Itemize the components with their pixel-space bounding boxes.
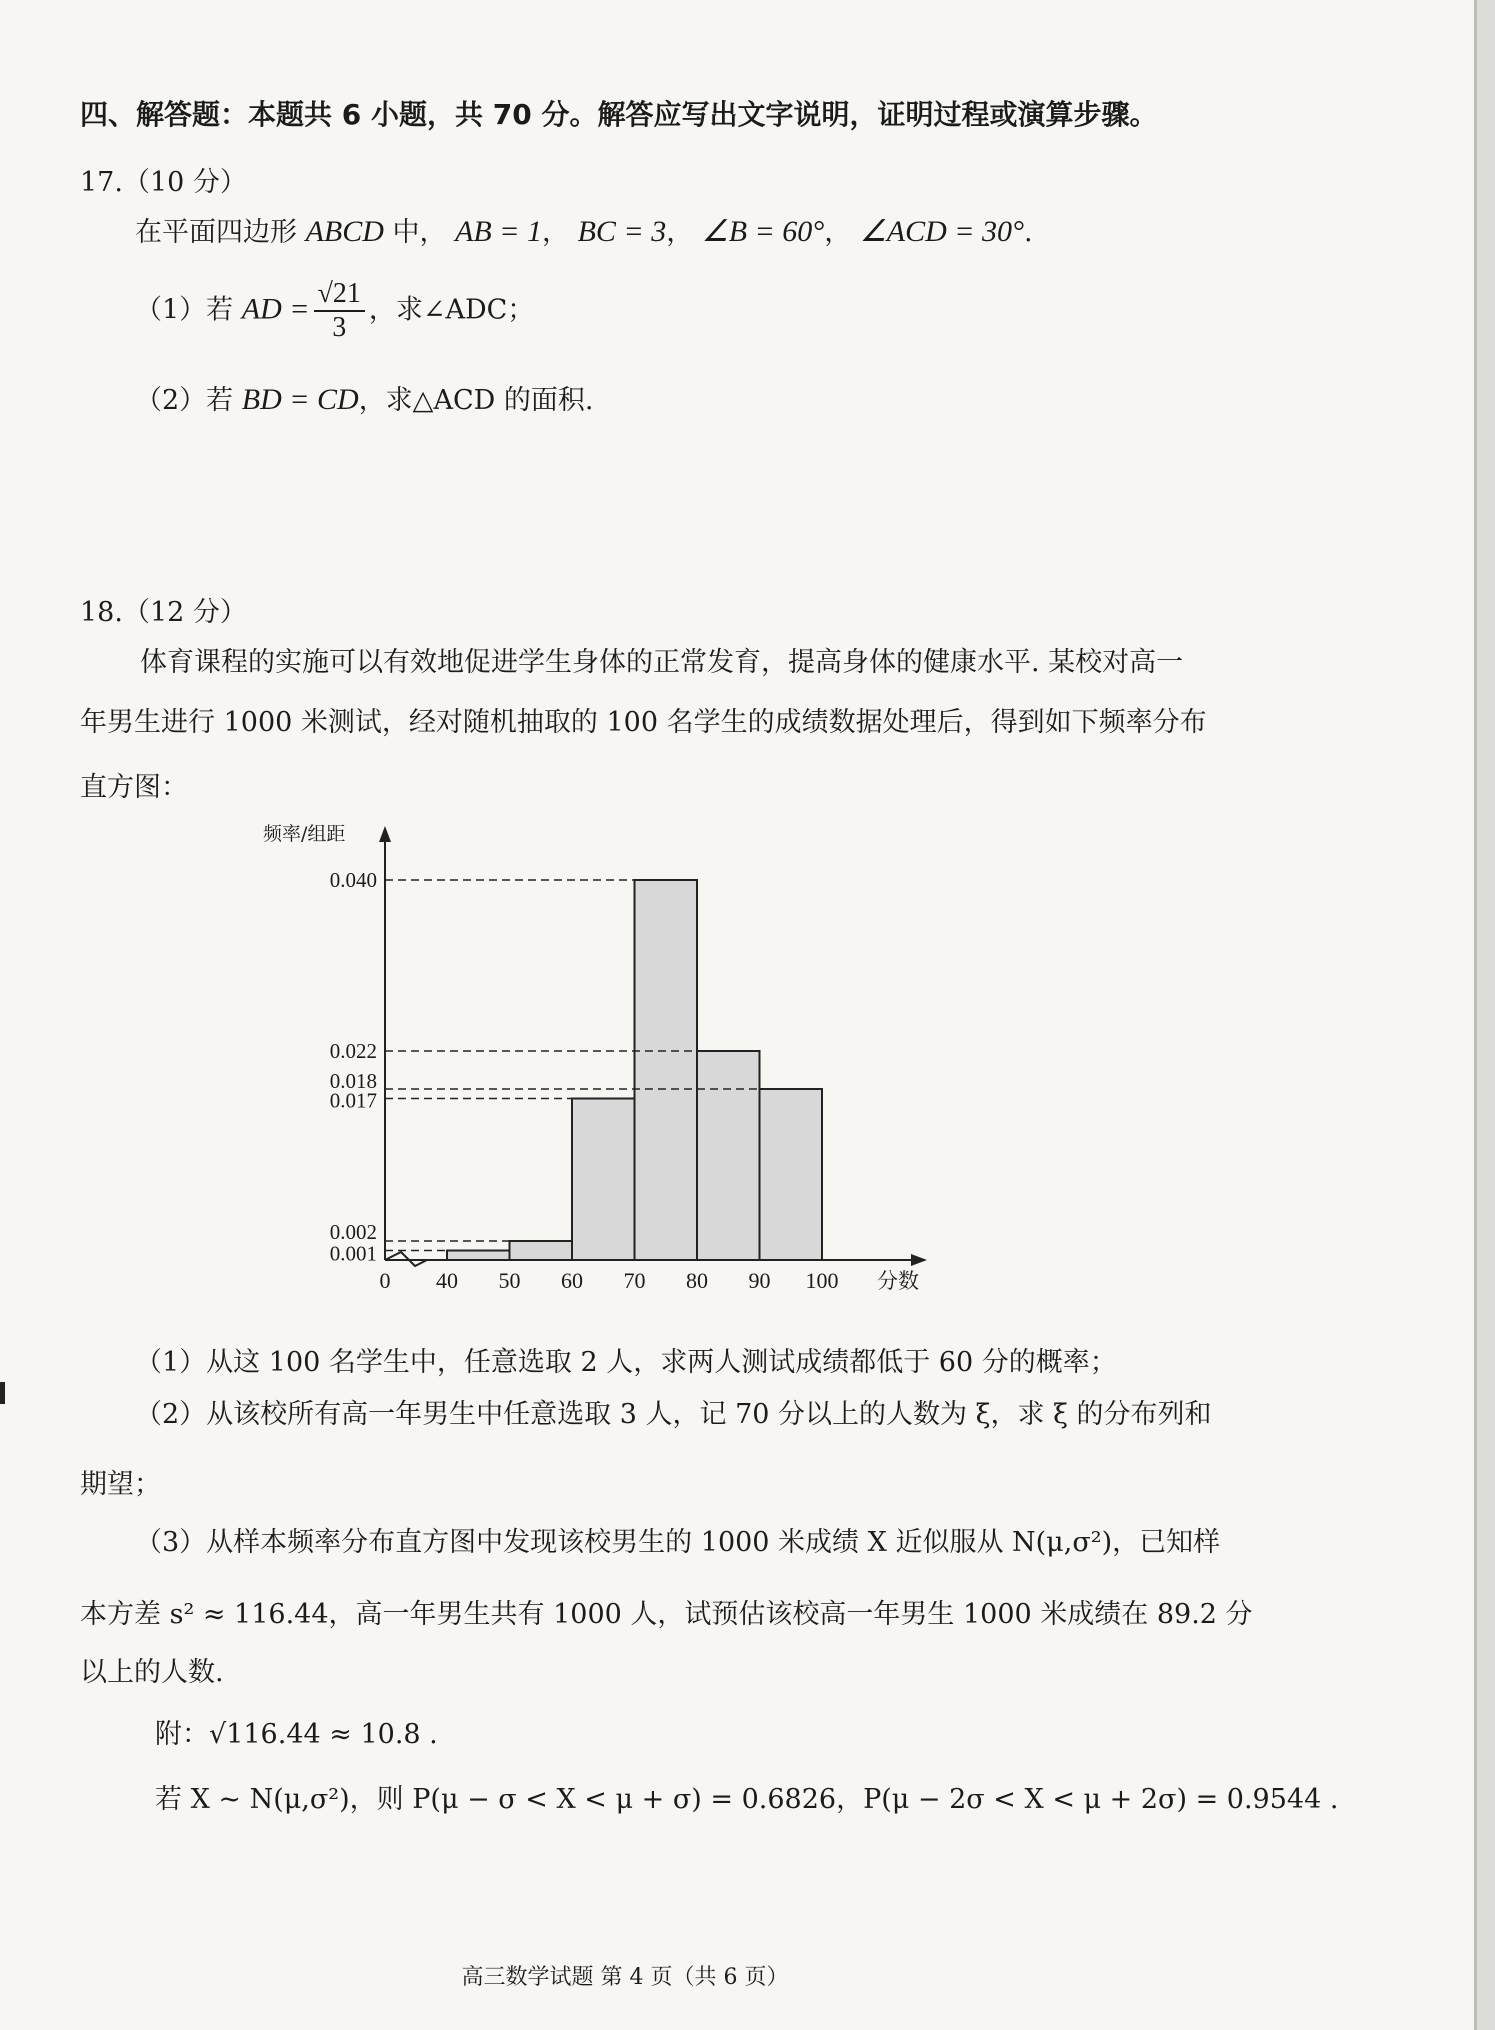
x-tick-label: 60 bbox=[561, 1268, 583, 1293]
q17-stem: 在平面四边形 ABCD 中， AB = 1， BC = 3， ∠B = 60°， ∠ACD = 30°. bbox=[135, 215, 1033, 248]
binding-mark bbox=[0, 1382, 5, 1404]
x-axis-label: 分数 bbox=[877, 1269, 919, 1293]
q18-note-normal: 若 X ~ N(μ,σ²)，则 P(μ − σ < X < μ + σ) = 0.6826，P(μ − 2σ < X < μ + 2σ) = 0.9544 . bbox=[155, 1784, 1339, 1815]
q17-p2-cond: BD = CD bbox=[241, 383, 359, 416]
histogram-bar bbox=[697, 1051, 760, 1260]
q17-heading: 17.（10 分） bbox=[80, 167, 247, 198]
q18-part1: （1）从这 100 名学生中，任意选取 2 人，求两人测试成绩都低于 60 分的概率； bbox=[135, 1347, 1117, 1378]
histogram-bar bbox=[572, 1099, 635, 1261]
x-tick-label: 0 bbox=[379, 1268, 391, 1293]
q17-part2 bbox=[135, 378, 1495, 417]
q18-part2-line2: 期望； bbox=[80, 1469, 161, 1500]
q17-p1-frac-den: 3 bbox=[332, 312, 347, 343]
y-axis-arrow bbox=[379, 826, 391, 842]
histogram-bar bbox=[635, 880, 698, 1260]
q18-part3-line1: （3）从样本频率分布直方图中发现该校男生的 1000 米成绩 X 近似服从 N(μ,σ²)，已知样 bbox=[135, 1527, 1221, 1558]
q17-p1-fraction bbox=[314, 278, 365, 344]
q17-p2-num: （2）若 bbox=[135, 385, 242, 416]
q18-part3-line2: 本方差 s² ≈ 116.44，高一年男生共有 1000 人，试预估该校高一年男生 1000 米成绩在 89.2 分 bbox=[80, 1599, 1253, 1630]
y-tick-label: 0.001 bbox=[329, 1241, 377, 1266]
q17-stem-end: . bbox=[1024, 217, 1033, 248]
q17-cond-bc: BC = 3 bbox=[577, 215, 667, 248]
q17-cond-acd: ∠ACD = 30° bbox=[859, 215, 1024, 248]
x-axis-arrow bbox=[911, 1254, 927, 1266]
x-tick-label: 80 bbox=[686, 1268, 708, 1293]
y-tick-label: 0.002 bbox=[329, 1220, 377, 1244]
page-footer: 高三数学试题 第 4 页（共 6 页） bbox=[461, 1965, 789, 1990]
y-tick-label: 0.022 bbox=[329, 1039, 377, 1063]
q17-p2-tail: ，求△ACD 的面积. bbox=[358, 385, 594, 416]
histogram-bar bbox=[510, 1241, 573, 1260]
q17-stem-mid: 中， bbox=[383, 217, 447, 248]
q18-part2-line1: （2）从该校所有高一年男生中任意选取 3 人，记 70 分以上的人数为 ξ，求 ξ 的分布列和 bbox=[135, 1399, 1212, 1430]
section-title: 四、解答题：本题共 6 小题，共 70 分。解答应写出文字说明，证明过程或演算步骤。 bbox=[80, 98, 1158, 131]
histogram-chart bbox=[255, 820, 935, 1310]
q17-part1 bbox=[135, 278, 1495, 344]
q17-quad: ABCD bbox=[305, 215, 384, 248]
y-tick-label: 0.017 bbox=[329, 1088, 377, 1113]
q18-para1: 体育课程的实施可以有效地促进学生身体的正常发育，提高身体的健康水平. 某校对高一 bbox=[140, 647, 1184, 678]
q18-heading: 18.（12 分） bbox=[80, 597, 247, 628]
y-tick-label: 0.018 bbox=[329, 1069, 377, 1093]
histogram-bar bbox=[447, 1251, 510, 1261]
histogram-bar bbox=[760, 1089, 823, 1260]
x-tick-label: 100 bbox=[805, 1268, 839, 1293]
y-axis-label: 频率/组距 bbox=[263, 823, 346, 845]
q18-para3: 直方图： bbox=[80, 772, 188, 803]
x-tick-label: 70 bbox=[623, 1268, 646, 1293]
q17-cond-ab: AB = 1 bbox=[455, 215, 543, 248]
y-tick-label: 0.040 bbox=[329, 868, 377, 892]
q17-p1-num: （1）若 bbox=[135, 294, 242, 326]
q18-para2: 年男生进行 1000 米测试，经对随机抽取的 100 名学生的成绩数据处理后，得到如下频率分布 bbox=[80, 707, 1207, 738]
q17-p1-tail: ，求∠ADC； bbox=[368, 294, 535, 326]
x-tick-label: 40 bbox=[436, 1268, 458, 1293]
q17-cond-b: ∠B = 60° bbox=[701, 215, 825, 248]
x-tick-label: 90 bbox=[748, 1268, 771, 1293]
q17-p1-frac-num: √21 bbox=[314, 278, 365, 312]
q17-p1-lhs: AD = bbox=[241, 292, 310, 326]
x-tick-label: 50 bbox=[498, 1268, 521, 1293]
q17-stem-pre: 在平面四边形 bbox=[135, 217, 306, 248]
q18-note-sqrt: 附：√116.44 ≈ 10.8 . bbox=[155, 1719, 438, 1750]
q18-part3-line3: 以上的人数. bbox=[80, 1657, 224, 1688]
